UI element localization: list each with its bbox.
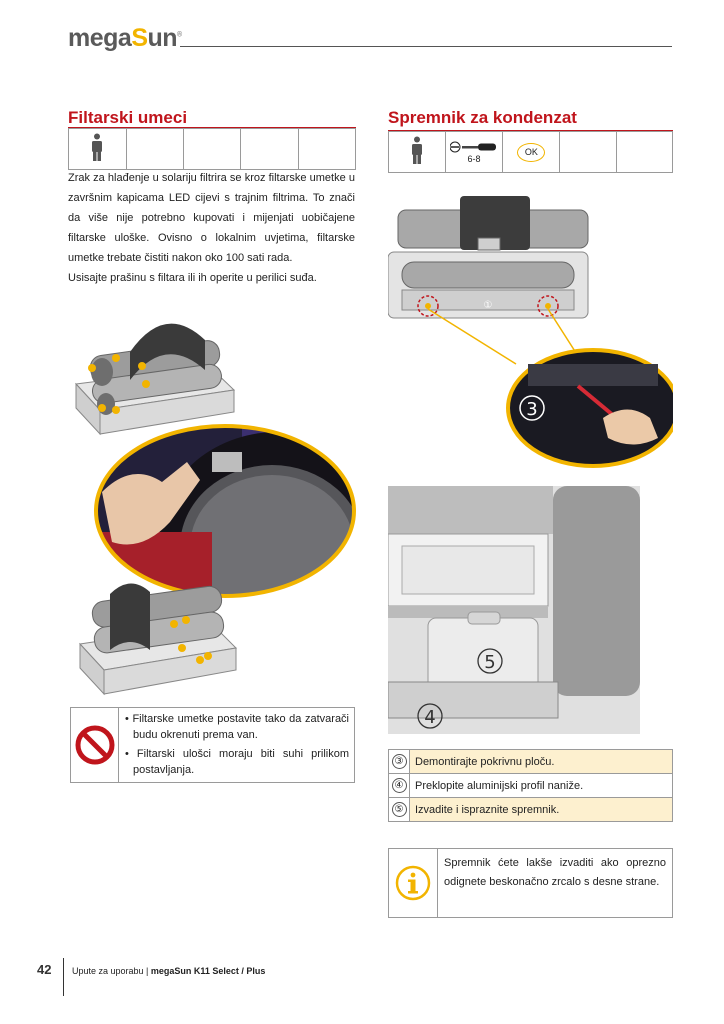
callout-1: ① <box>483 300 493 311</box>
condensate-section-title: Spremnik za kondenzat <box>388 108 577 127</box>
empty-cell <box>616 132 672 173</box>
header-rule <box>180 46 672 47</box>
condensate-skill-table <box>388 131 673 173</box>
warning-box <box>70 707 355 783</box>
step-row <box>389 774 673 798</box>
tool-size-label: 6-8 <box>467 154 481 164</box>
empty-cell <box>298 129 355 170</box>
megasun-logo: megaSun® <box>68 24 182 52</box>
body-paragraph: Zrak za hlađenje u solariju filtrira se kroz filtarske umetke u završnim kapicama LED cijevi s trajnim filtrima. To znači da više nije potrebno kupovati i mijenjati uobičajene filtarske uloške. Ovisno o lokalnim uvjetima, filtarske umetke trebate čistiti nakon oko 100 sati rada. <box>68 172 355 264</box>
person-icon <box>410 136 424 164</box>
step-text: Preklopite aluminijski profil naniže. <box>410 774 673 798</box>
empty-cell <box>560 132 616 173</box>
step-number: ⑤ <box>389 798 410 822</box>
callout-5: 5 <box>484 652 496 673</box>
footer-rule <box>63 958 64 996</box>
person-cell <box>389 132 446 173</box>
page-number: 42 <box>37 962 52 977</box>
step-row <box>389 798 673 822</box>
tool-cell <box>445 132 503 173</box>
step-row <box>389 750 673 774</box>
warning-icon-cell <box>71 708 119 782</box>
filter-body-text <box>68 168 355 288</box>
step-number: ③ <box>389 750 410 774</box>
info-icon <box>395 865 431 901</box>
ok-badge: OK <box>517 143 545 162</box>
callout-4: 4 <box>424 707 436 728</box>
condensate-container-illustration <box>388 486 640 734</box>
step-text: Izvadite i ispraznite spremnik. <box>410 798 673 822</box>
step-text: Demontirajte pokrivnu ploču. <box>410 750 673 774</box>
ok-cell <box>503 132 560 173</box>
empty-cell <box>241 129 298 170</box>
callout-3: 3 <box>526 399 538 420</box>
steps-table <box>388 749 673 822</box>
screwdriver-icon <box>450 140 498 154</box>
footer-doc-title: Upute za uporabu | megaSun K11 Select / Plus <box>72 966 266 976</box>
info-text: Spremnik ćete lakše izvaditi ako oprezno odignete beskonačno zrcalo s desne strane. <box>444 857 666 888</box>
empty-cell <box>126 129 183 170</box>
info-box <box>388 848 673 918</box>
end-cap-illustration-bottom <box>70 564 240 704</box>
body-paragraph: Usisajte prašinu s filtara ili ih operite u perilici suđa. <box>68 272 317 284</box>
warning-item: • Filtarski ulošci moraju biti suhi prilikom postavljanja. <box>125 748 349 776</box>
info-icon-cell <box>389 849 438 917</box>
solarium-front-illustration <box>388 196 673 474</box>
warning-list <box>123 711 349 781</box>
empty-cell <box>183 129 240 170</box>
person-icon <box>90 133 104 161</box>
filter-skill-table <box>68 128 356 170</box>
person-cell <box>69 129 127 170</box>
filter-section-title: Filtarski umeci <box>68 108 188 127</box>
warning-item: • Filtarske umetke postavite tako da zatvarači budu okrenuti prema van. <box>125 713 349 741</box>
prohibited-icon <box>74 724 116 766</box>
step-number: ④ <box>389 774 410 798</box>
